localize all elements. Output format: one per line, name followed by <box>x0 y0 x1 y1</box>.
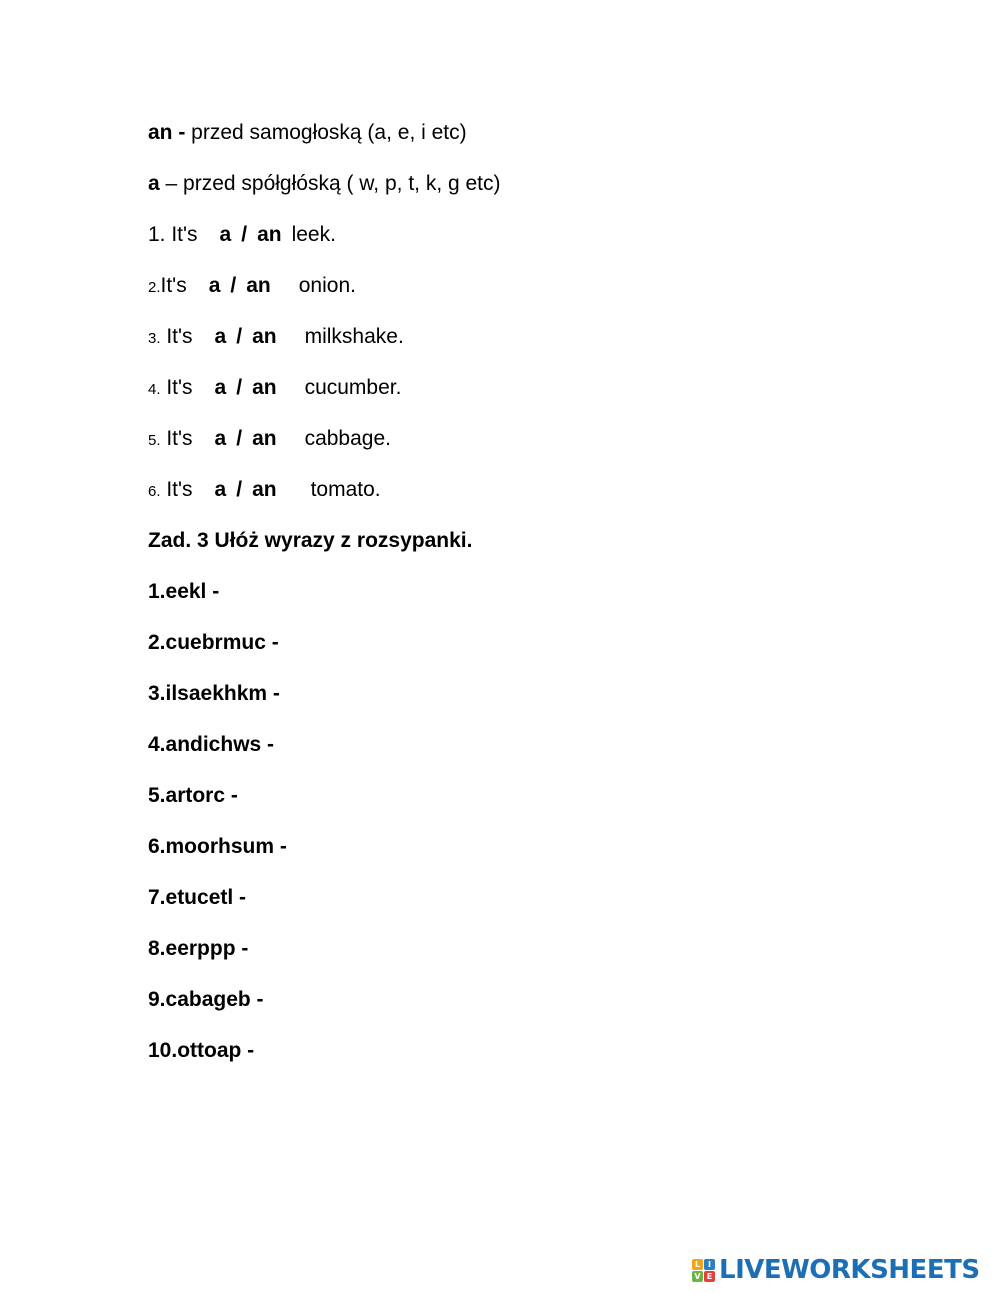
item-number: 6. <box>148 483 161 500</box>
exercise-item-1 <box>148 222 336 248</box>
item-word: cucumber. <box>304 376 402 399</box>
item-prefix: It's <box>165 223 198 246</box>
scramble-item: 6.moorhsum - <box>148 835 287 858</box>
scramble-item: 3.ilsaekhkm - <box>148 682 280 705</box>
option-a: a <box>214 376 227 399</box>
liveworksheets-logo-text: LIVEWORKSHEETS <box>719 1255 980 1285</box>
liveworksheets-logo <box>692 1256 980 1284</box>
option-an: an <box>257 223 282 246</box>
rule-an-text: przed samogłoską (a, e, i etc) <box>185 121 467 144</box>
item-word: onion. <box>298 274 356 297</box>
scramble-item: 7.etucetl - <box>148 886 247 909</box>
scramble-item: 4.andichws - <box>148 733 275 756</box>
item-prefix: It's <box>160 376 193 399</box>
option-an: an <box>252 427 277 450</box>
exercise3-heading: Zad. 3 Ułóż wyrazy z rozsypanki. <box>148 529 473 552</box>
option-an: an <box>252 376 277 399</box>
item-prefix: It's <box>160 325 193 348</box>
item-prefix: It's <box>160 478 193 501</box>
scramble-item: 1.eekl - <box>148 580 220 603</box>
option-slash: / <box>236 427 243 450</box>
option-an: an <box>246 274 271 297</box>
exercise-item-3 <box>148 324 404 352</box>
item-number: 4. <box>148 381 161 398</box>
rule-a-text: – przed spółgłóską ( w, p, t, k, g etc) <box>159 172 501 195</box>
rule-an-key: an - <box>148 121 186 144</box>
scramble-item: 2.cuebrmuc - <box>148 631 279 654</box>
option-a: a <box>214 427 227 450</box>
option-an: an <box>252 478 277 501</box>
option-slash: / <box>236 478 243 501</box>
item-word: cabbage. <box>304 427 391 450</box>
item-word: tomato. <box>310 478 381 501</box>
option-slash: / <box>236 325 243 348</box>
scramble-item: 8.eerppp - <box>148 937 249 960</box>
option-slash: / <box>241 223 248 246</box>
option-a: a <box>208 274 221 297</box>
item-number: 1. <box>148 223 166 246</box>
item-number: 5. <box>148 432 161 449</box>
exercise-item-5 <box>148 426 391 454</box>
rule-a-key: a <box>148 172 160 195</box>
scramble-item: 10.ottoap - <box>148 1039 255 1062</box>
option-a: a <box>214 478 227 501</box>
item-number: 3. <box>148 330 161 347</box>
option-a: a <box>219 223 232 246</box>
item-number: 2. <box>148 279 161 296</box>
option-a: a <box>214 325 227 348</box>
exercise-item-2 <box>148 273 356 301</box>
item-word: milkshake. <box>304 325 404 348</box>
item-prefix: It's <box>160 427 193 450</box>
option-an: an <box>252 325 277 348</box>
option-slash: / <box>236 376 243 399</box>
exercise-item-6 <box>148 477 381 505</box>
scramble-item: 5.artorc - <box>148 784 238 807</box>
item-prefix: It's <box>160 274 187 297</box>
liveworksheets-logo-icon: L I V E <box>692 1259 715 1282</box>
exercise-item-4 <box>148 375 401 403</box>
scramble-item: 9.cabageb - <box>148 988 264 1011</box>
rule-a <box>148 171 501 197</box>
option-slash: / <box>230 274 237 297</box>
rule-an <box>148 120 467 146</box>
item-word: leek. <box>291 223 336 246</box>
